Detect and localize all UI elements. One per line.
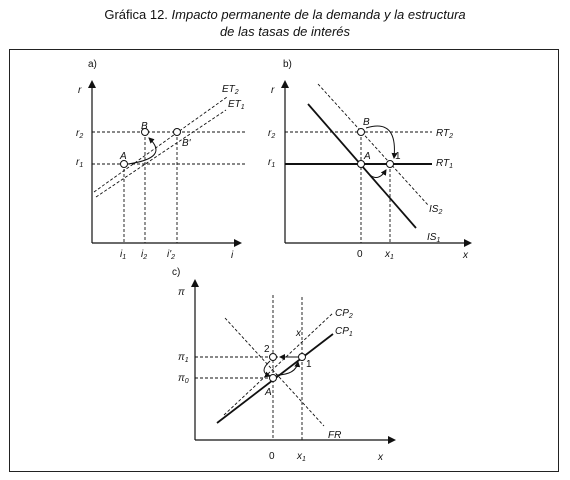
tick-r2: $r_2$ [76,128,84,140]
label-a: A [120,151,127,162]
tick-zero: 0 [357,249,363,260]
tick-zero: 0 [269,451,275,462]
title-text-1: Impacto permanente de la demanda y la estructura [167,7,466,22]
label-b: B [141,121,148,132]
label-cp1: $CP_1$ [335,326,353,338]
label-a: A [265,387,272,398]
tick-i2: $i_2$ [141,249,148,261]
label-et2: $ET_2$ [222,84,239,96]
point-1 [387,161,394,168]
label-b-prime: B' [182,138,191,149]
label-rt2: $RT_2$ [436,128,454,140]
label-1: 1 [395,151,401,162]
panel-c [172,267,392,463]
panel-b-tag: b) [283,59,292,70]
cp2-line [224,313,333,415]
panel-a-x-label: i [231,250,234,261]
tick-r2: $r_2$ [268,128,276,140]
tick-i1: $i_1$ [120,249,127,261]
is2-line [318,84,428,205]
et2-line [94,97,227,192]
tick-r1: $r_1$ [268,157,276,169]
panel-a-y-label: r [78,85,82,96]
et1-line [96,110,226,197]
point-2 [270,354,277,361]
point-b [358,129,365,136]
label-mid-x: x [296,328,301,339]
label-et1: $ET_1$ [228,99,245,111]
panel-a [76,59,246,261]
fr-line [225,318,324,426]
tick-pi1: $\pi_1$ [178,352,189,364]
tick-pi0: $\pi_0$ [178,373,189,385]
tick-r1: $r_1$ [76,157,84,169]
tick-i2-prime: $i'_2$ [167,249,176,261]
point-b-prime [174,129,181,136]
label-1: 1 [306,359,312,370]
label-is2: $IS_2$ [429,204,443,216]
tick-x1: $x_1$ [297,451,306,463]
panel-b-x-label: x [463,250,468,261]
panel-c-x-label: x [378,452,383,463]
title-line-2: de las tasas de interés [219,24,351,39]
panel-c-y-label: π [178,287,185,298]
label-cp2: $CP_2$ [335,308,353,320]
tick-x1: $x_1$ [385,249,394,261]
label-b: B [363,117,370,128]
title-prefix: Gráfica 12. [104,7,168,22]
label-a: A [364,151,371,162]
panel-a-tag: a) [88,59,97,70]
panel-b-y-label: r [271,85,275,96]
point-a [270,375,277,382]
label-is1: $IS_1$ [427,232,441,244]
label-fr: FR [328,430,342,441]
point-1 [299,354,306,361]
label-rt1: $RT_1$ [436,158,454,170]
panel-b [268,59,469,261]
panel-c-tag: c) [172,267,181,278]
arrow-a-to-1 [364,168,386,178]
label-2: 2 [264,344,270,355]
